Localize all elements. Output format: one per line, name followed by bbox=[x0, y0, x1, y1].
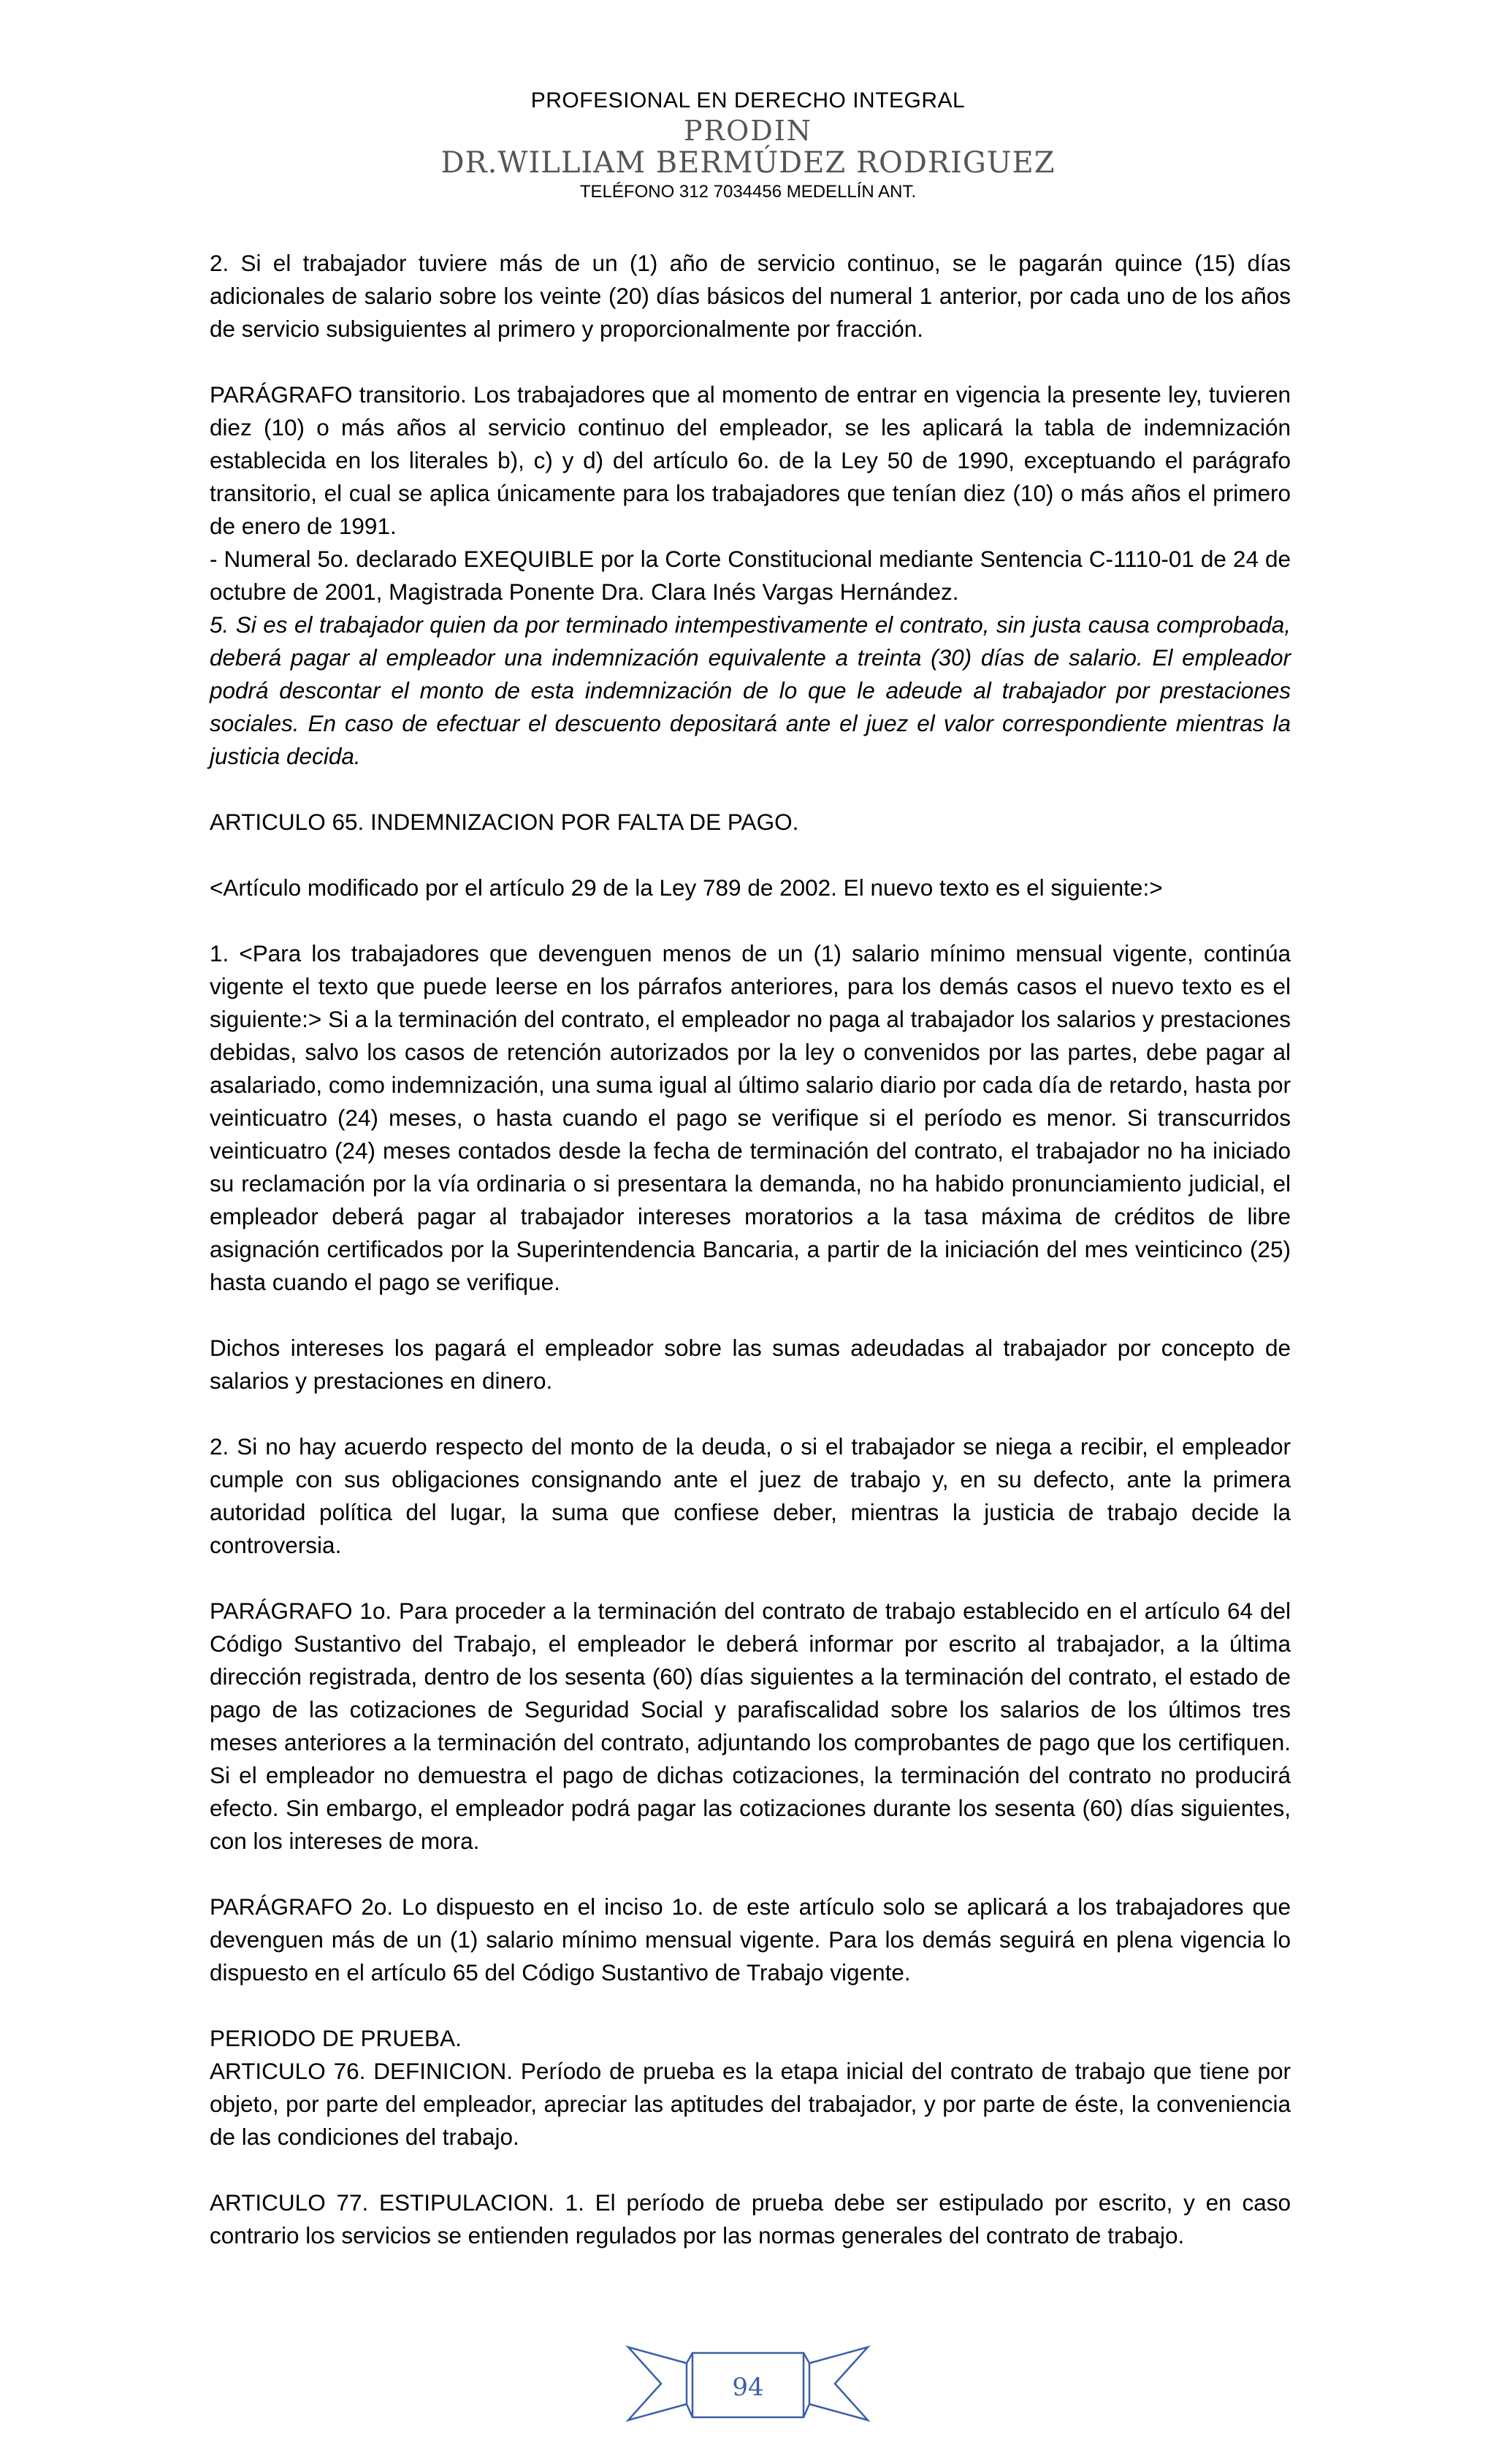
paragraph: 2. Si no hay acuerdo respecto del monto de la deuda, o si el trabajador se niega a recibir, el empleador cumple con sus obligaciones consignando ante el juez de trabajo y, en su defecto, ante la primera autoridad política del lugar, la suma que confiese deber, mientras la justicia de trabajo decide la controversia. bbox=[210, 1433, 1291, 1558]
paragraph: <Artículo modificado por el artículo 29 de la Ley 789 de 2002. El nuevo texto es el siguiente:> bbox=[210, 874, 1163, 901]
paragraph: 2. Si el trabajador tuviere más de un (1) año de servicio continuo, se le pagarán quince (15) días adicionales de salario sobre los veinte (20) días básicos del numeral 1 anterior, por cada uno de los años de servicio subsiguientes al primero y proporcionalmente por fracción. bbox=[210, 250, 1291, 342]
page-header bbox=[0, 86, 1496, 205]
paragraph: Dichos intereses los pagará el empleador sobre las sumas adeudadas al trabajador por concepto de salarios y prestaciones en dinero. bbox=[210, 1335, 1291, 1394]
paragraph: PARÁGRAFO 1o. Para proceder a la terminación del contrato de trabajo establecido en el artículo 64 del Código Sustantivo del Trabajo, el empleador le deberá informar por escrito al trabajador, a la última dirección registrada, dentro de los sesenta (60) días siguientes a la terminación del contrato, el estado de pago de las cotizaciones de Seguridad Social y parafiscalidad sobre los salarios de los últimos tres meses anteriores a la terminación del contrato, adjuntando los comprobantes de pago que los certifiquen. Si el empleador no demuestra el pago de dichas cotizaciones, la terminación del contrato no producirá efecto. Sin embargo, el empleador podrá pagar las cotizaciones durante los sesenta (60) días siguientes, con los intereses de mora. bbox=[210, 1598, 1291, 1854]
page-number: 94 bbox=[732, 2373, 764, 2402]
section-heading: PERIODO DE PRUEBA. bbox=[210, 2025, 462, 2051]
paragraph: PARÁGRAFO 2o. Lo dispuesto en el inciso 1o. de este artículo solo se aplicará a los trabajadores que devenguen más de un (1) salario mínimo mensual vigente. Para los demás seguirá en plena vigencia lo dispuesto en el artículo 65 del Código Sustantivo de Trabajo vigente. bbox=[210, 1893, 1291, 1986]
header-name: DR.WILLIAM BERMÚDEZ RODRIGUEZ bbox=[440, 146, 1056, 180]
article-heading: ARTICULO 65. INDEMNIZACION POR FALTA DE PAGO. bbox=[210, 809, 799, 835]
document-body bbox=[210, 247, 1291, 2252]
paragraph: 1. <Para los trabajadores que devenguen menos de un (1) salario mínimo mensual vigente, continúa vigente el texto que puede leerse en los párrafos anteriores, para los demás casos el nuevo texto es el siguiente:> Si a la terminación del contrato, el empleador no paga al trabajador los salarios y prestaciones debidas, salvo los casos de retención autorizados por la ley o convenidos por las partes, debe pagar al asalariado, como indemnización, una suma igual al último salario diario por cada día de retardo, hasta por veinticuatro (24) meses, o hasta cuando el pago se verifique si el período es menor. Si transcurridos veinticuatro (24) meses contados desde la fecha de terminación del contrato, el trabajador no ha iniciado su reclamación por la vía ordinaria o si presentara la demanda, no ha habido pronunciamiento judicial, el empleador deberá pagar al trabajador intereses moratorios a la tasa máxima de créditos de libre asignación certificados por la Superintendencia Bancaria, a partir de la iniciación del mes veinticinco (25) hasta cuando el pago se verifique. bbox=[210, 940, 1291, 1295]
paragraph: ARTICULO 76. DEFINICION. Período de prueba es la etapa inicial del contrato de trabajo que tiene por objeto, por parte del empleador, apreciar las aptitudes del trabajador, y por parte de éste, la conveniencia de las condiciones del trabajo. bbox=[210, 2058, 1291, 2150]
paragraph-italic: 5. Si es el trabajador quien da por terminado intempestivamente el contrato, sin justa causa comprobada, deberá pagar al empleador una indemnización equivalente a treinta (30) días de salario. El empleador podrá descontar el monto de esta indemnización de lo que le adeude al trabajador por prestaciones sociales. En caso de efectuar el descuento depositará ante el juez el valor correspondiente mientras la justicia decida. bbox=[210, 611, 1291, 769]
header-brand: PRODIN bbox=[683, 115, 813, 147]
paragraph: ARTICULO 77. ESTIPULACION. 1. El período de prueba debe ser estipulado por escrito, y en caso contrario los servicios se entienden regulados por las normas generales del contrato de trabajo. bbox=[210, 2189, 1291, 2249]
header-profession: PROFESIONAL EN DERECHO INTEGRAL bbox=[530, 88, 966, 112]
header-contact: TELÉFONO 312 7034456 MEDELLÍN ANT. bbox=[579, 182, 917, 202]
paragraph: - Numeral 5o. declarado EXEQUIBLE por la Corte Constitucional mediante Sentencia C-1110-01 de 24 de octubre de 2001, Magistrada Ponente Dra. Clara Inés Vargas Hernández. bbox=[210, 546, 1291, 605]
paragraph: PARÁGRAFO transitorio. Los trabajadores que al momento de entrar en vigencia la presente ley, tuvieren diez (10) o más años al servicio continuo del empleador, se les aplicará la tabla de indemnización establecida en los literales b), c) y d) del artículo 6o. de la Ley 50 de 1990, exceptuando el parágrafo transitorio, el cual se aplica únicamente para los trabajadores que tenían diez (10) o más años el primero de enero de 1991. bbox=[210, 381, 1291, 539]
